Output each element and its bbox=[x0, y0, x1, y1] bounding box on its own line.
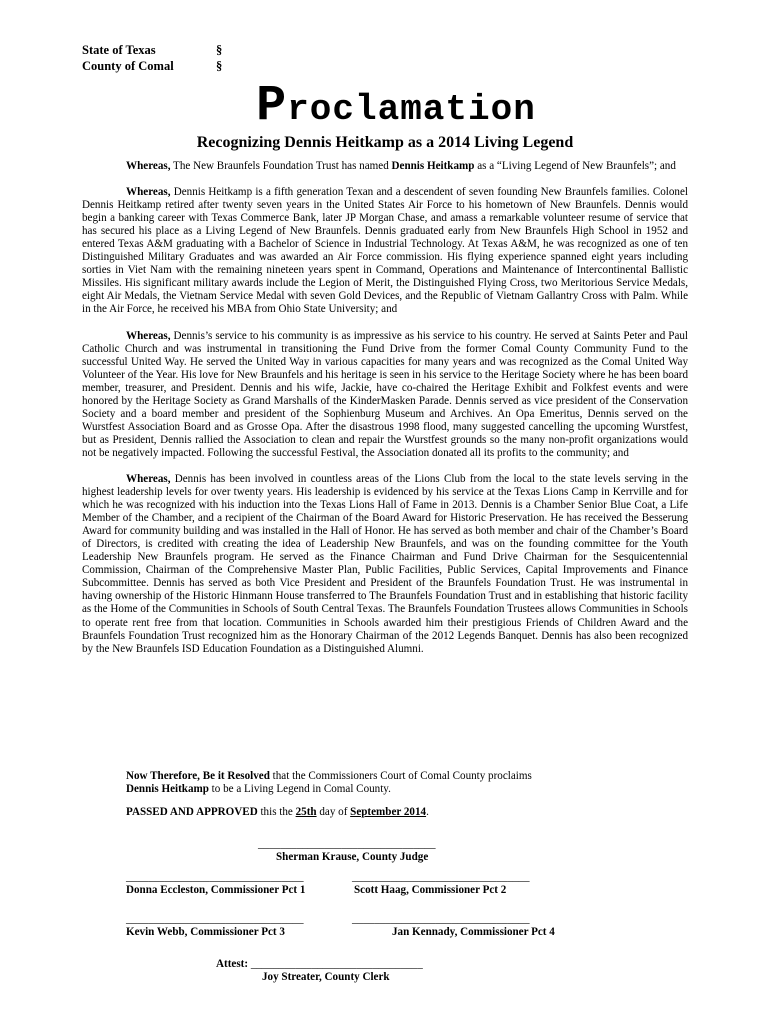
signatory-name: Sherman Krause, County Judge bbox=[276, 851, 429, 863]
paragraph-text: Dennis’s service to his community is as impressive as his service to his country. He served at Saints Peter and Paul Catholic Church and was instrumental in transitioning the Fund Drive from the former Comal County Community Fund to the successful United Way. He served the United Way in various capacities for many years and was recognized as the Comal United Way Volunteer of the Year. His love for New Braunfels and his heritage is seen in his service to the Heritage Society where he has been board member, treasurer, and President. Dennis and his wife, Jackie, have co-chaired the Heritage Exhibit and Folkfest events and were honored by the Heritage Society as Grand Marshalls of the KinderMasken Parade. Dennis served as vice president of the Conservation Society and a board member and president of the Sophienburg Museum and Archives. An Opa Emeritus, Dennis served on the Wurstfest Association Board and as Grosse Opa. After the disastrous 1998 flood, many suggested cancelling the upcoming Wurstfest, but as President, Dennis rallied the Association to clean and repair the Wurstfest grounds so the many non-profit organizations would not be negatively impacted. Following the successful Festival, the Association donated all its profits to the community; and bbox=[82, 329, 688, 459]
signature-line: ________________________________ bbox=[126, 871, 304, 883]
signatory-name: Donna Eccleston, Commissioner Pct 1 bbox=[126, 884, 306, 896]
whereas-paragraph bbox=[82, 186, 688, 316]
signature-pct3 bbox=[126, 913, 304, 939]
resolution-text: . bbox=[426, 806, 429, 819]
honoree-name: Dennis Heitkamp bbox=[126, 783, 209, 796]
signatory-name: Kevin Webb, Commissioner Pct 3 bbox=[126, 926, 285, 938]
whereas-label: Whereas, bbox=[126, 472, 171, 485]
whereas-label: Whereas, bbox=[126, 186, 171, 199]
whereas-paragraph bbox=[82, 160, 688, 173]
signature-pct2 bbox=[352, 871, 530, 897]
jurisdiction-header bbox=[82, 42, 222, 74]
title-rest: roclamation bbox=[287, 89, 536, 130]
resolution-lead: Now Therefore, Be it Resolved bbox=[126, 770, 270, 782]
whereas-label: Whereas, bbox=[126, 160, 171, 172]
section-symbol: § bbox=[216, 43, 223, 57]
paragraph-text: Dennis has been involved in countless areas of the Lions Club from the local to the state levels serving in the highest leadership levels for over twenty years. His leadership is evidenced by his service at the Texas Lions Camp in Kerrville and for which he was recognized with his induction into the Texas Lions Hall of Fame in 2013. Dennis is a Chamber Senior Blue Coat, a Life Member of the Chamber, and a recipient of the Chairman of the Board Award for Historic Preservation. He has received the Besserung Award for community building and was installed in the Hall of Honor. He has served as both member and chair of the Chamber’s Board of Directors, is credited with creating the idea of Leadership New Braunfels, and was on the founding committee for the Youth Leadership New Braunfels program. He served as the Finance Chairman and Fund Drive Chairman for the Sesquicentennial Commission, Chairman of the Comprehensive Master Plan, Public Facilities, Public Services, Capital Improvements and Finance Subcommittee. Dennis has served as both Vice President and President of the Braunfels Foundation Trust. He was instrumental in having ownership of the Historic Hinmann House transferred to The Braunfels Foundation Trust and in establishing that historic facility as the Home of the Communities in Schools of South Central Texas. The Braunfels Foundation Trustees allows Communities in Schools to operate rent free from that location. Communities in Schools awarded him their prestigious Friends of Children Award and the Braunfels Foundation Trust recognized him as the Honorary Chairman of the 2012 Legends Banquet. Dennis has also been recognized by the New Braunfels ISD Education Foundation as a Distinguished Alumni. bbox=[82, 472, 688, 655]
resolution-line bbox=[126, 770, 686, 783]
title-initial: P bbox=[256, 78, 288, 135]
signature-judge bbox=[258, 838, 436, 864]
approval-month-year: September 2014 bbox=[350, 806, 427, 819]
signature-line: ________________________________ bbox=[352, 913, 530, 925]
whereas-paragraph bbox=[82, 330, 688, 460]
honoree-name: Dennis Heitkamp bbox=[391, 160, 475, 172]
subtitle: Recognizing Dennis Heitkamp as a 2014 Living Legend bbox=[196, 134, 574, 151]
page-title bbox=[0, 78, 770, 135]
signature-pct4 bbox=[352, 913, 555, 939]
state-label: State of Texas bbox=[82, 43, 156, 57]
paragraph-text: as a “Living Legend of New Braunfels”; and bbox=[474, 160, 676, 172]
approval-day: 25th bbox=[295, 806, 317, 819]
resolution-text: day of bbox=[316, 806, 351, 819]
signature-pct1 bbox=[126, 871, 305, 897]
section-symbol: § bbox=[216, 59, 223, 73]
whereas-label: Whereas, bbox=[126, 329, 171, 342]
passed-label: PASSED AND APPROVED bbox=[126, 806, 258, 819]
signatory-name: Jan Kennady, Commissioner Pct 4 bbox=[392, 926, 555, 938]
signature-line: ________________________________ bbox=[352, 871, 530, 883]
signature-line: _______________________________ bbox=[250, 958, 423, 970]
resolution-line bbox=[126, 783, 686, 796]
signature-line: ________________________________ bbox=[126, 913, 304, 925]
resolution-text: this the bbox=[257, 806, 296, 819]
paragraph-text: Dennis Heitkamp is a fifth generation Texan and a descendent of seven founding New Braunfels families. Colonel Dennis Heitkamp retired after twenty seven years in the United States Air Force to his hometown of New Braunfels. Dennis would begin a banking career with Texas Commerce Bank, later JP Morgan Chase, and amass a remarkable volunteer resume of service that has secured his place as a Living Legend of New Braunfels. Dennis graduated early from New Braunfels High School in 1952 and entered Texas A&M graduating with a Bachelor of Science in Industrial Technology. At Texas A&M, he was recognized as one of ten Distinguished Military Graduates and was awarded an Air Force commission. His flying experience spanned eight years including sorties in Viet Nam with the remaining nineteen years spent in Command, Operations and Maintenance of Intercontinental Ballistic Missiles. His significant military awards include the Legion of Merit, the Distinguished Flying Cross, two Meritorious Service Medals, eight Air Medals, the Vietnam Service Medal with seven Gold Devices, and the Republic of Vietnam Gallantry Cross with Palm. While in the Air Force, he received his MBA from Ohio State University; and bbox=[82, 186, 688, 316]
signature-attest bbox=[216, 958, 423, 984]
resolution-text: that the Commissioners Court of Comal County proclaims bbox=[269, 770, 532, 782]
paragraph-text: The New Braunfels Foundation Trust has named bbox=[170, 160, 392, 172]
passed-approved-line bbox=[126, 806, 686, 819]
resolution-text: to be a Living Legend in Comal County. bbox=[208, 783, 391, 796]
whereas-paragraph bbox=[82, 473, 688, 656]
signatory-name: Scott Haag, Commissioner Pct 2 bbox=[354, 884, 507, 896]
signature-line: ________________________________ bbox=[258, 838, 436, 850]
county-label: County of Comal bbox=[82, 59, 174, 73]
signatory-name: Joy Streater, County Clerk bbox=[262, 971, 390, 983]
proclamation-body bbox=[82, 160, 688, 669]
attest-label: Attest: bbox=[216, 958, 249, 970]
resolution bbox=[126, 770, 686, 819]
